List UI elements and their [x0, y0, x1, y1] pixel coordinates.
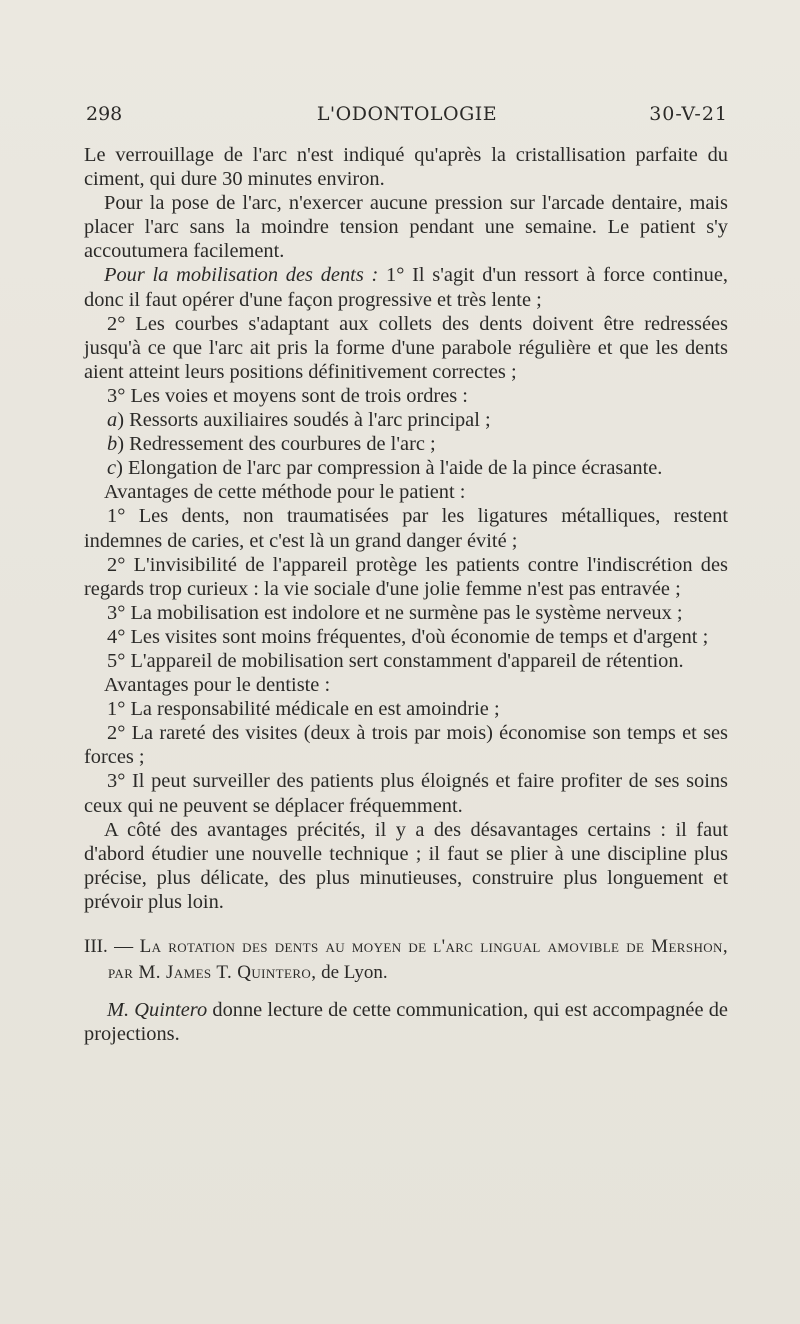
paragraph: 1° Les dents, non traumatisées par les ligatures métalliques, restent indemnes de caries, et c'est là un grand danger évité ;: [84, 505, 728, 552]
paragraph: 4° Les visites sont moins fréquentes, d'où économie de temps et d'argent ;: [107, 625, 709, 648]
running-header: [86, 103, 728, 133]
journal-title: L'ODONTOLOGIE: [316, 103, 498, 125]
list-letter: b: [107, 433, 118, 456]
paragraph: 2° La rareté des visites (deux à trois par mois) économise son temps et ses forces ;: [84, 722, 728, 769]
paragraph: 3° Les voies et moyens sont de trois ordres :: [107, 384, 468, 407]
list-item: [84, 408, 728, 432]
paragraph: 5° L'appareil de mobilisation sert constamment d'appareil de rétention.: [107, 649, 684, 672]
paragraph: 3° La mobilisation est indolore et ne surmène pas le système nerveux ;: [107, 601, 683, 624]
list-letter: a: [107, 409, 118, 432]
paragraph: 3° Il peut surveiller des patients plus éloignés et faire profiter de ses soins ceux qui ne peuvent se déplacer fréquemment.: [84, 770, 728, 817]
list-text: ) Elongation de l'arc par compression à l'aide de la pince écrasante.: [116, 457, 663, 480]
paragraph-text: 1° Il s'agit d'un ressort à force continue, donc il faut opérer d'une façon progressive et très lente ;: [84, 264, 728, 311]
list-text: ) Ressorts auxiliaires soudés à l'arc principal ;: [117, 409, 491, 432]
italic-lead: Pour la mobilisation des dents :: [104, 264, 379, 287]
speaker-name: M. Quintero: [107, 999, 208, 1021]
closing-text: donne lecture de cette communication, qui est accompagnée de projections.: [84, 999, 728, 1046]
paragraph: [84, 263, 728, 311]
list-item: [84, 456, 728, 480]
article-body: [84, 143, 728, 1046]
list-item: [84, 432, 728, 456]
closing-paragraph: [84, 998, 728, 1046]
list-letter: c: [107, 457, 117, 480]
paragraph: Le verrouillage de l'arc n'est indiqué qu'après la cristallisation parfaite du ciment, qui dure 30 minutes environ.: [84, 144, 728, 191]
paragraph: 2° L'invisibilité de l'appareil protège les patients contre l'indiscrétion des regards trop curieux : la vie sociale d'une jolie femme n'est pas entravée ;: [84, 553, 728, 600]
paragraph: 2° Les courbes s'adaptant aux collets des dents doivent être redressées jusqu'à ce que l'arc ait pris la forme d'une parabole régulière et que les dents aient atteint leurs positions définitivement correctes ;: [84, 312, 728, 383]
section-dash: —: [107, 936, 140, 957]
paragraph: Avantages pour le dentiste :: [104, 674, 331, 697]
section-heading: [84, 934, 728, 986]
issue-date: 30-V-21: [649, 103, 728, 125]
list-text: ) Redressement des courbures de l'arc ;: [117, 433, 436, 456]
section-suffix: de Lyon.: [316, 962, 388, 983]
paragraph: Pour la pose de l'arc, n'exercer aucune pression sur l'arcade dentaire, mais placer l'arc sans la moindre tension pendant une semaine. Le patient s'y accoutumera facilement.: [84, 192, 728, 263]
paragraph: A côté des avantages précités, il y a des désavantages certains : il faut d'abord étudier une nouvelle technique ; il faut se plier à une discipline plus précise, plus délicate, des plus minutieuses, construire plus longuement et prévoir plus loin.: [84, 818, 728, 913]
section-number: III.: [84, 936, 108, 957]
page-number: 298: [86, 103, 123, 125]
section-title: La rotation des dents au moyen de l'arc lingual amovible de Mershon, par M. James T. Quintero,: [108, 936, 728, 983]
paragraph: Avantages de cette méthode pour le patient :: [104, 481, 466, 504]
paragraph: 1° La responsabilité médicale en est amoindrie ;: [107, 698, 500, 721]
